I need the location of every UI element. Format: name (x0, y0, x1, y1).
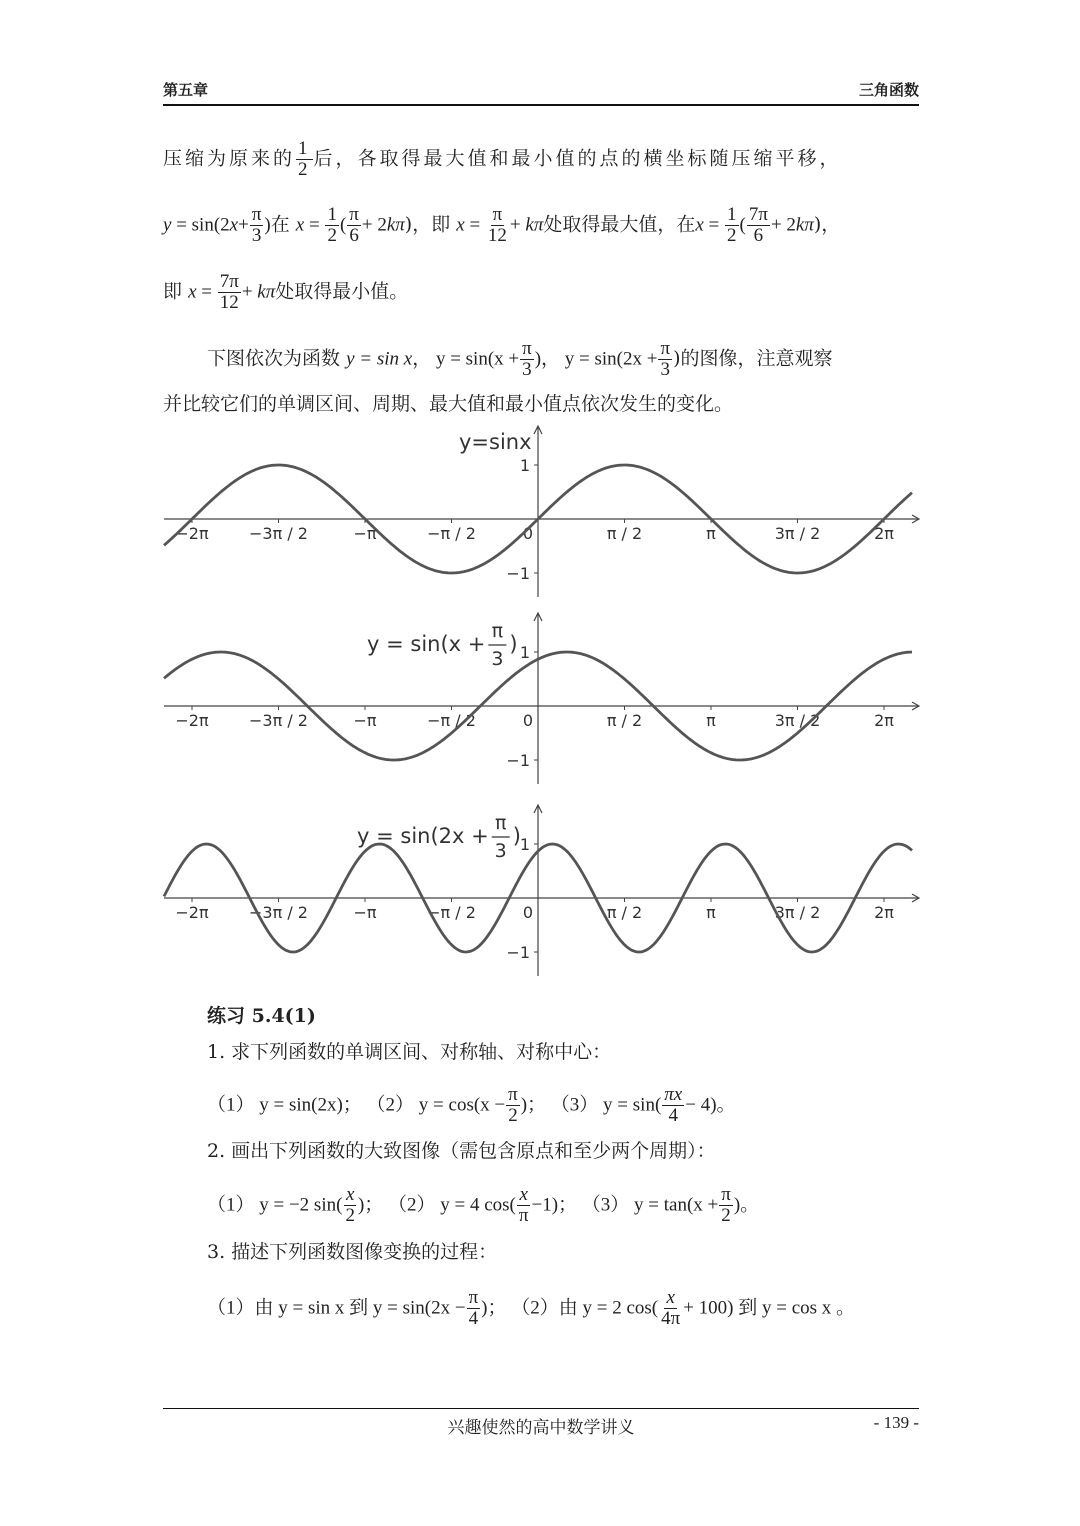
chart-title-close: ) (509, 632, 518, 656)
chart-title: y = sin(x + (367, 632, 486, 656)
exercise-q2-items (207, 1185, 967, 1226)
x-tick-label: 0 (522, 903, 534, 922)
chart-title: y=sinx (459, 430, 532, 454)
para-line-2: y = sin(2x+ $\frac{\pi}{3}$ )在 x = $\frac{1}{2}$ ( $\frac{\pi}{6}$ + 2kπ)，即 x = $\frac{\pi}{12}$ + kπ处取得最大值，在x = $\frac{1}{2}$ ( $\frac{7\pi}{6}$ + 2kπ)， (163, 204, 841, 246)
exercise-title: 练习 5.4(1) (207, 1005, 316, 1027)
text: )； （2）由 y = 2 cos( (481, 1297, 659, 1319)
var: kπ (525, 214, 544, 236)
text: + 2 (770, 214, 796, 236)
text: （1） y = −2 sin( (207, 1194, 343, 1216)
x-tick-label: −π (353, 524, 377, 543)
page-number: - 139 - (873, 1413, 919, 1432)
formula: ， y = sin(x + (412, 348, 520, 370)
y-tick-label: −1 (506, 751, 530, 770)
num: 7π (748, 204, 768, 225)
den: 6 (349, 225, 359, 246)
x-tick-label: 2π (874, 524, 894, 543)
text: − 4)。 (685, 1094, 736, 1116)
chart-title-den: 3 (494, 840, 507, 862)
den: π (518, 1205, 529, 1226)
y-tick-label: −1 (506, 564, 530, 583)
chart-title: y = sin(2x + (357, 824, 489, 848)
den: 2 (508, 1105, 518, 1126)
text: = (703, 214, 725, 236)
den: 4 (668, 1105, 678, 1126)
num: π (349, 204, 359, 225)
text: 处取得最小值。 (275, 280, 409, 303)
var: x (188, 281, 197, 303)
chart-title-close: ) (512, 824, 521, 848)
x-tick-label: −3π / 2 (249, 524, 308, 543)
text: )，即 (404, 213, 451, 236)
fraction (506, 1085, 520, 1126)
var: kπ (257, 281, 276, 303)
text: = (464, 214, 485, 236)
den: 3 (522, 359, 532, 380)
text: = (304, 214, 325, 236)
var: x (456, 214, 465, 236)
x-tick-label: −π (353, 903, 377, 922)
x-tick-label: 0 (522, 524, 534, 543)
formula: )， y = sin(2x + (534, 348, 658, 370)
num: 7π (219, 271, 239, 292)
var: x (295, 214, 305, 236)
chapter-label: 第五章 (163, 81, 209, 99)
var: x (229, 214, 239, 236)
text: + 2 (361, 214, 387, 236)
exercise-q3-items (207, 1288, 967, 1329)
text: 压缩为原来的 (163, 147, 296, 170)
text: （1） y = sin(2x)； （2） y = cos(x − (207, 1094, 506, 1116)
chart-title-num: π (491, 620, 504, 642)
text: = sin(2 (171, 214, 230, 236)
y-tick-label: 1 (519, 835, 530, 854)
x-tick-label: 3π / 2 (774, 711, 821, 730)
den: 2 (721, 1205, 731, 1226)
var: y (163, 214, 172, 236)
num: x (345, 1184, 355, 1205)
x-tick-label: π / 2 (606, 524, 643, 543)
x-tick-label: −2π (175, 524, 209, 543)
text: 下图依次为函数 (207, 347, 341, 370)
num: π (508, 1084, 518, 1105)
x-tick-label: −π / 2 (427, 711, 476, 730)
fraction (343, 1185, 357, 1226)
den: 4 (468, 1308, 479, 1329)
x-tick-label: π / 2 (606, 903, 643, 922)
fraction (719, 1185, 733, 1226)
x-tick-label: π (706, 524, 716, 543)
x-tick-label: 3π / 2 (774, 524, 821, 543)
text: （1）由 y = sin x 到 y = sin(2x − (207, 1297, 466, 1319)
num: πx (664, 1084, 683, 1105)
chapter-topic: 三角函数 (858, 81, 919, 99)
den: 2 (327, 225, 337, 246)
footer-title: 兴趣使然的高中数学讲义 (447, 1418, 635, 1438)
den: 2 (727, 225, 737, 246)
num: 1 (298, 138, 311, 159)
var: kπ (795, 214, 814, 236)
para-line-3: 即 x = $\frac{7\pi}{12}$ + kπ处取得最小值。 (163, 271, 409, 313)
var: x (695, 214, 704, 236)
x-tick-label: 2π (874, 711, 894, 730)
text: 即 (163, 280, 183, 303)
exercise-q3: 3. 描述下列函数图像变换的过程： (207, 1241, 498, 1263)
x-tick-label: 0 (522, 711, 534, 730)
y-tick-label: 1 (519, 643, 530, 662)
x-tick-label: −3π / 2 (249, 711, 308, 730)
fraction (517, 1185, 531, 1226)
num: π (660, 338, 671, 359)
fraction (467, 1288, 481, 1329)
chart-title-den: 3 (491, 648, 504, 670)
x-tick-label: −π / 2 (427, 903, 476, 922)
text: + 100) 到 y = cos x 。 (683, 1297, 856, 1319)
den: 6 (753, 225, 764, 246)
den: 2 (345, 1205, 355, 1226)
chart-title-num: π (494, 812, 507, 834)
den: 12 (219, 292, 239, 313)
exercise-q2: 2. 画出下列函数的大致图像（需包含原点和至少两个周期）： (207, 1140, 716, 1162)
text: = (196, 281, 217, 303)
y-tick-label: −1 (506, 943, 530, 962)
x-tick-label: π / 2 (606, 711, 643, 730)
text: 处取得最大值，在 (543, 213, 696, 236)
fraction (662, 1085, 684, 1126)
var: kπ (386, 214, 405, 236)
exercise-q1-items (207, 1085, 967, 1126)
num: π (721, 1184, 731, 1205)
den: 3 (660, 359, 671, 380)
fraction (659, 1288, 682, 1329)
x-tick-label: −π (353, 711, 377, 730)
num: x (666, 1287, 675, 1308)
text: )； （3） y = sin( (520, 1094, 662, 1116)
text: 在 (270, 213, 290, 236)
den: 12 (487, 225, 507, 246)
x-tick-label: 3π / 2 (774, 903, 821, 922)
den: 3 (251, 225, 262, 246)
x-tick-label: π (706, 711, 716, 730)
text: −1)； （3） y = tan(x + (531, 1194, 719, 1216)
num: 1 (727, 204, 737, 225)
formula: y = sin x (346, 348, 413, 370)
x-tick-label: −3π / 2 (249, 903, 308, 922)
den: 2 (298, 159, 311, 180)
para-line-5: 并比较它们的单调区间、周期、最大值和最小值点依次发生的变化。 (163, 393, 734, 415)
y-tick-label: 1 (519, 456, 530, 475)
text: ) (264, 214, 271, 236)
den: 4π (661, 1308, 681, 1329)
x-tick-label: 2π (874, 903, 894, 922)
num: 1 (327, 204, 337, 225)
x-tick-label: −π / 2 (427, 524, 476, 543)
num: π (468, 1287, 479, 1308)
x-tick-label: −2π (175, 711, 209, 730)
page-footer (163, 1408, 919, 1438)
text: + (238, 214, 249, 236)
text: )。 (733, 1194, 760, 1216)
text: 后，各取得最大值和最小值的点的横坐标随压缩平移， (313, 147, 842, 170)
num: x (519, 1184, 528, 1205)
x-tick-label: π (706, 903, 716, 922)
x-tick-label: −2π (175, 903, 209, 922)
num: π (522, 338, 532, 359)
text: )， (813, 213, 841, 236)
num: π (492, 204, 503, 225)
charts-group (164, 426, 919, 976)
num: π (251, 204, 262, 225)
text: )； （2） y = 4 cos( (357, 1194, 516, 1216)
exercise-q1: 1. 求下列函数的单调区间、对称轴、对称中心： (207, 1041, 612, 1063)
text: )的图像，注意观察 (673, 347, 833, 370)
